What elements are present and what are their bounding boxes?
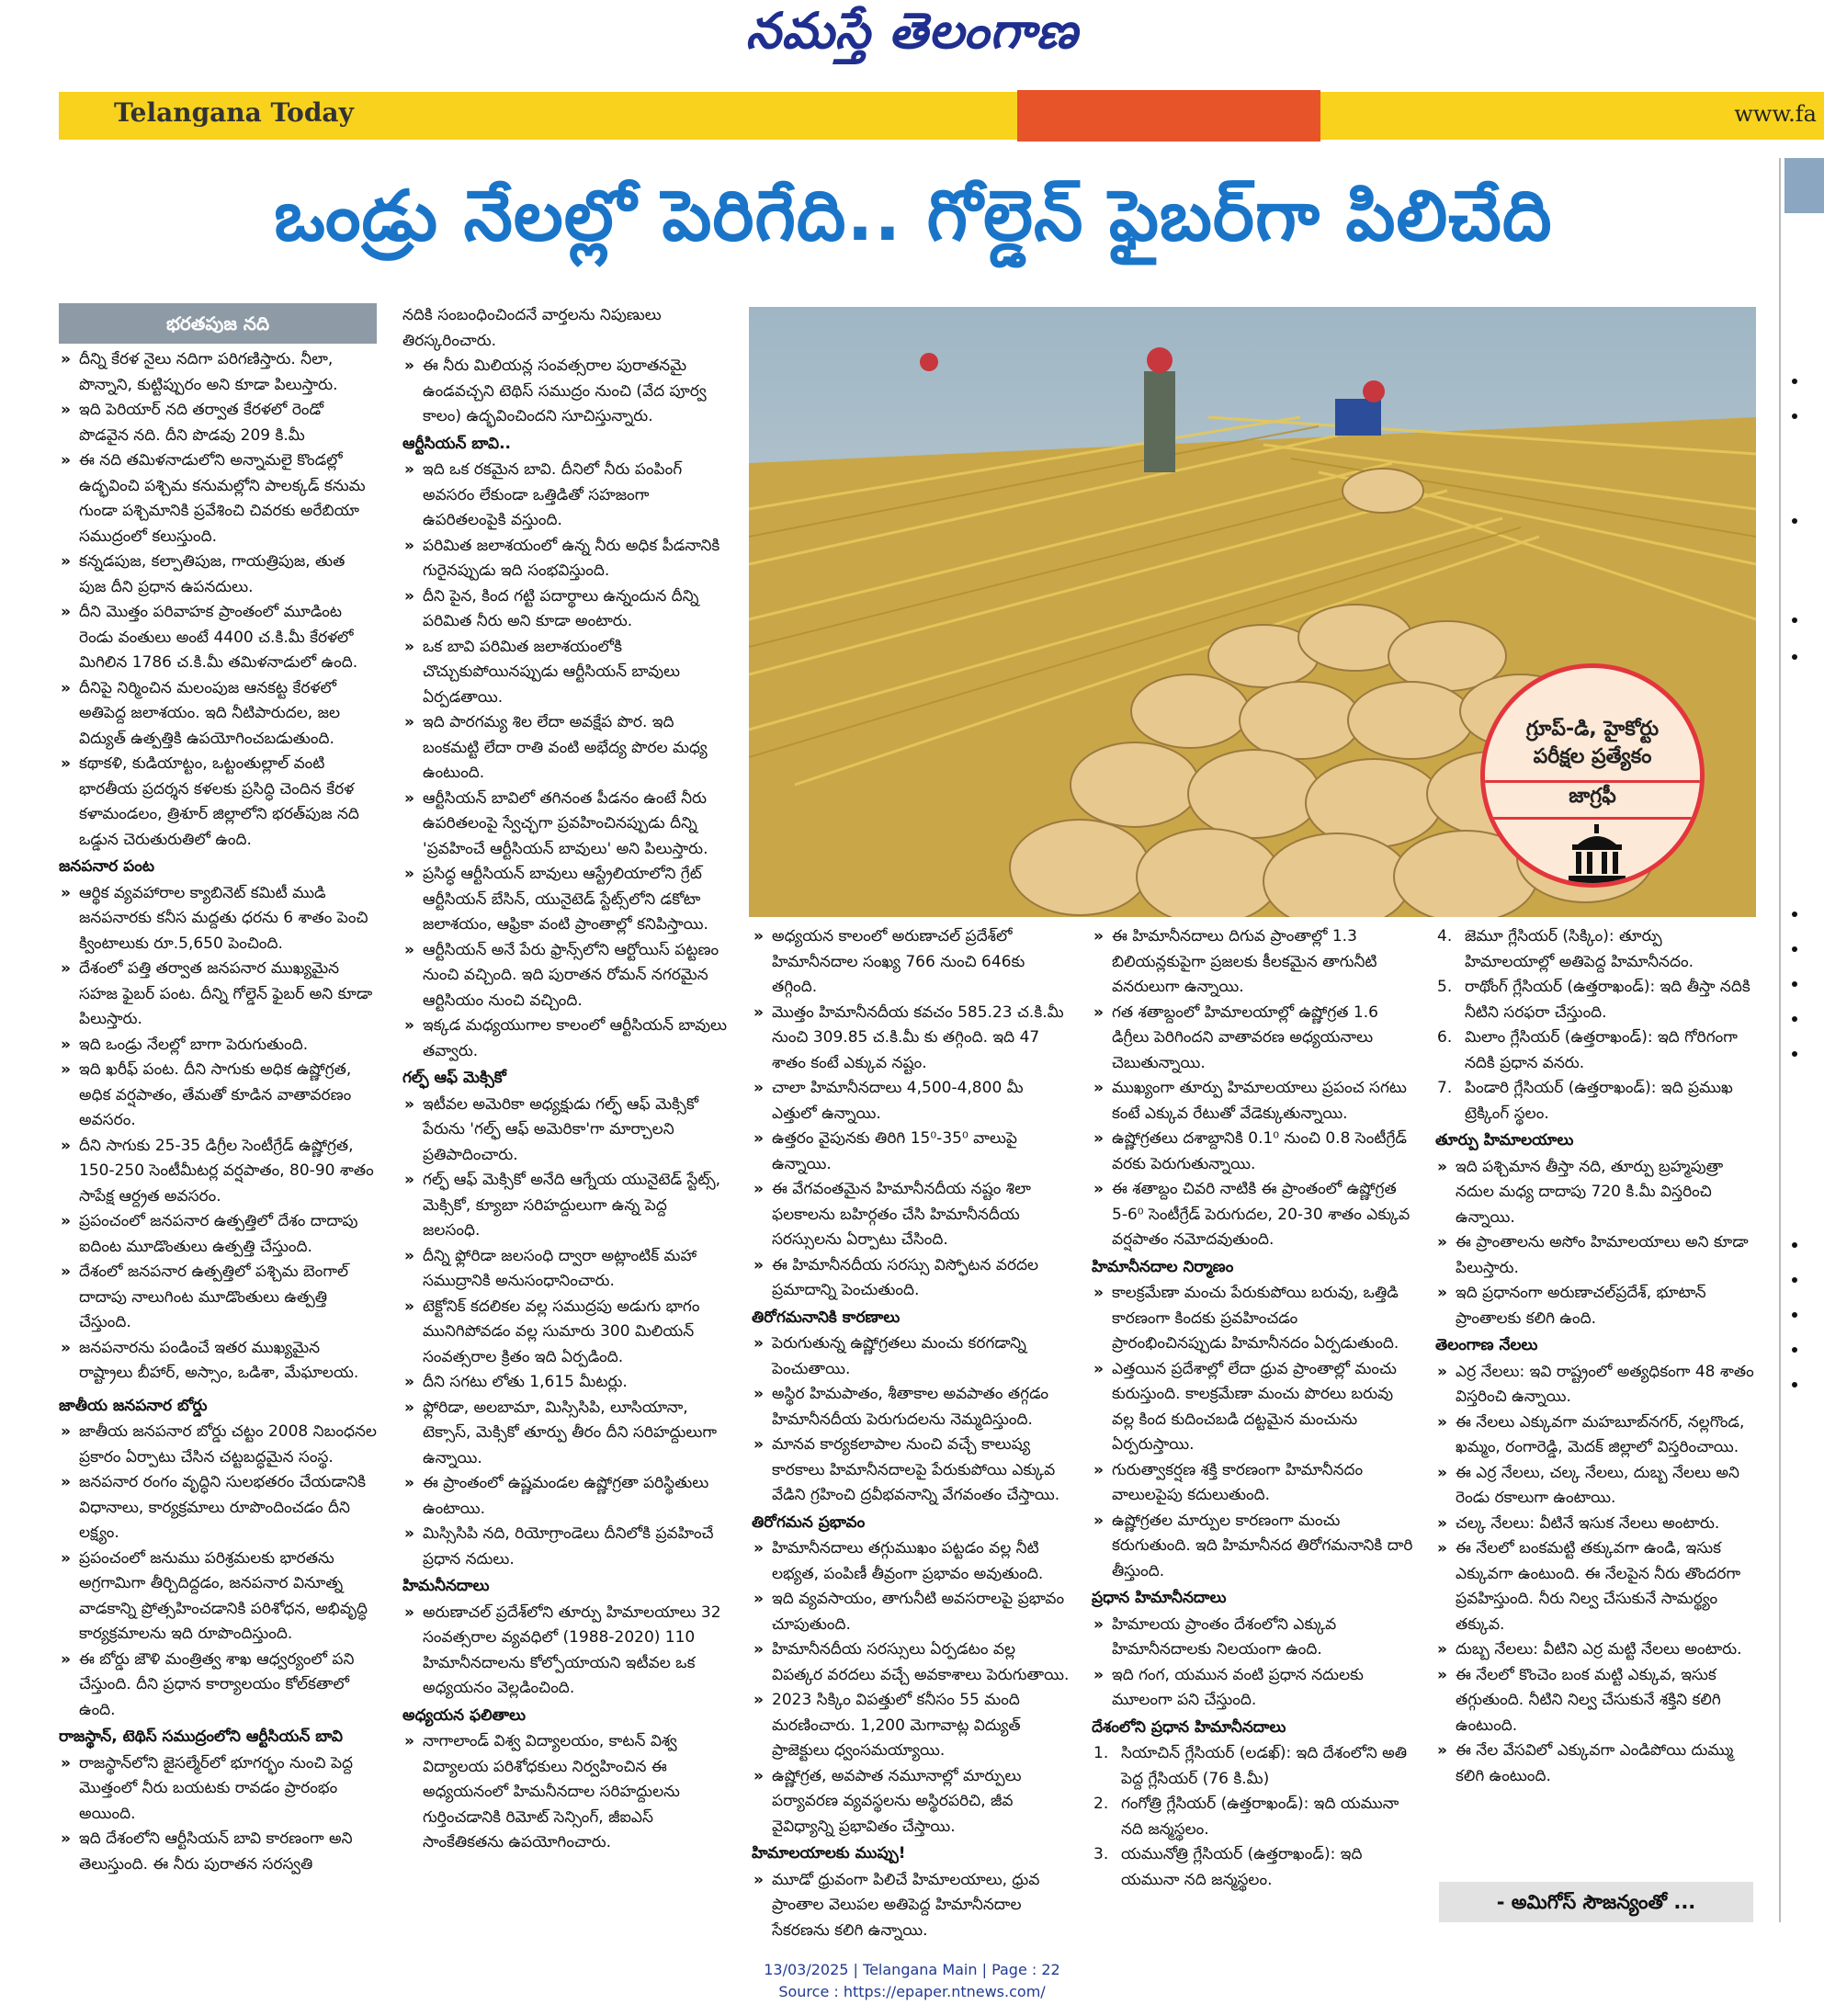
bullet-list: [752, 924, 1070, 1304]
item-text: సియాచిన్ గ్లేసియర్ (లడఖ్): ఇది దేశంలోని అతి పెద్ద గ్లేసియర్ (76 కి.మీ): [1121, 1744, 1408, 1788]
bullet-item: » హిమాలయ ప్రాంతం దేశంలోని ఎక్కువ హిమానీనదాలకు నిలయంగా ఉంది.: [1092, 1613, 1415, 1663]
section-header: భరతపుజ నది: [59, 303, 377, 344]
bullet-item: » ఆర్థిక వ్యవహారాల క్యాబినెట్ కమిటీ ముడి జనపనారకు కనీస మద్దతు ధరను 6 శాతం పెంచి క్వింటాలుకు రూ.5,650 పెంచింది.: [59, 881, 377, 957]
bullet-item: » దీన్ని కేరళ నైలు నదిగా పరిగణిస్తారు. నీలా, పొన్నాని, కుట్టిప్పురం అని కూడా పిలుస్తారు.: [59, 347, 377, 398]
bullet-item: » ఈ ప్రాంతాలను అసోం హిమాలయాలు అని కూడా పిలుస్తారు.: [1435, 1230, 1755, 1281]
item-text: గంగోత్రి గ్లేసియర్ (ఉత్తరాఖండ్): ఇది యమునా నది జన్మస్థలం.: [1121, 1795, 1399, 1839]
subheading: గల్ఫ్ ఆఫ్ మెక్సికో: [402, 1069, 506, 1087]
subheading: అధ్యయన ఫలితాలు: [402, 1705, 527, 1725]
bullet-item: » దీనిపై నిర్మించిన మలంపుజ ఆనకట్ట కేరళలో అతిపెద్ద జలాశయం. ఇది నీటిపారుదల, జల విద్యుత్ ఉత్పత్తికి ఉపయోగించబడుతుంది.: [59, 676, 377, 753]
bullet-item: » ఈ హిమానీనదీయ సరస్సు విస్ఫోటన వరదల ప్రమాదాన్ని పెంచుతుంది.: [752, 1253, 1070, 1304]
bullet-item: » దీని సాగుకు 25-35 డిగ్రీల సెంటీగ్రేడ్ ఉష్ణోగ్రత, 150-250 సెంటీమీటర్ల వర్షపాతం, 80-90 శాతం సాపేక్ష ఆర్ద్రత అవసరం.: [59, 1134, 377, 1210]
bullet-mark: [1792, 1242, 1797, 1248]
bullet-mark: [1792, 518, 1797, 524]
bullet-item: » ఈ నేలలు ఎక్కువగా మహబూబ్‌నగర్, నల్లగొండ, ఖమ్మం, రంగారెడ్డి, మెదక్ జిల్లాలో విస్తరించాయి.: [1435, 1410, 1755, 1461]
bullet-item: » దేశంలో పత్తి తర్వాత జనపనార ముఖ్యమైన సహజ ఫైబర్ పంట. దీన్ని గోల్డెన్ ఫైబర్ అని కూడా పిలుస్తారు.: [59, 957, 377, 1033]
bullet-mark: [1792, 912, 1797, 917]
bullet-item: » కథాకళి, కుడియాట్టం, ఒట్టంతుల్లాల్ వంటి భారతీయ ప్రదర్శన కళలకు ప్రసిద్ధి చెందిన కేరళ కళామండలం, త్రిశూర్ జిల్లాలోని భరత్‌పుజ నది ఒడ్డున చెరుతురుతిలో ఉంది.: [59, 752, 377, 853]
item-text: పిండారి గ్లేసియర్ (ఉత్తరాఖండ్): ఇది ప్రముఖ ట్రెక్కింగ్ స్థలం.: [1465, 1079, 1733, 1123]
bullet-item: » ఆర్టీసియన్ బావిలో తగినంత పీడనం ఉంటే నీరు ఉపరితలంపై స్వేచ్ఛగా ప్రవహించినప్పుడు దీన్ని 'ప్రవహించే ఆర్టీసియన్ బావులు' అని పిలుస్తారు.: [402, 787, 728, 863]
numbered-item: [1092, 1792, 1415, 1842]
bullet-item: » ఈ ప్రాంతంలో ఉష్ణమండల ఉష్ణోగ్రతా పరిస్థితులు ఉంటాయి.: [402, 1471, 728, 1522]
bullet-item: » ప్రసిద్ధ ఆర్టీసియన్ బావులు ఆస్ట్రేలియాలోని గ్రేట్ ఆర్టీసియన్ బేసిన్, యునైటెడ్ స్టేట్స్‌లోని డకోటా జలాశయం, ఆఫ్రికా వంటి ప్రాంతాల్లో కనిపిస్తాయి.: [402, 862, 728, 938]
bullet-item: » హిమానీనదాలు తగ్గుముఖం పట్టడం వల్ల నీటి లభ్యత, పంపిణీ తీవ్రంగా ప్రభావం అవుతుంది.: [752, 1536, 1070, 1587]
bullet-item: » ఉష్ణోగ్రత, అవపాత నమూనాల్లో మార్పులు పర్యావరణ వ్యవస్థలను అస్థిరపరిచి, జీవ వైవిధ్యాన్ని ప్రభావితం చేస్తాయి.: [752, 1764, 1070, 1840]
bullet-list: [1435, 1155, 1755, 1332]
bullet-item: » ఇది పెరియార్ నది తర్వాత కేరళలో రెండో పొడవైన నది. దీని పొడవు 209 కి.మీ: [59, 398, 377, 448]
bullet-item: » ఈ నేల వేసవిలో ఎక్కువగా ఎండిపోయి దుమ్ము కలిగి ఉంటుంది.: [1435, 1739, 1755, 1789]
bullet-list: [59, 1420, 377, 1723]
bullet-item: » ఇది పారగమ్య శిల లేదా అవక్షేప పొర. ఇది బంకమట్టి లేదా రాతి వంటి అభేద్య పొరల మధ్య ఉంటుంది.: [402, 710, 728, 787]
badge-subject: జాగ్రఫీ: [1569, 785, 1616, 808]
adjacent-page-image: [1784, 158, 1824, 213]
numbered-item: [1435, 924, 1755, 975]
bullet-item: » ఈ ఎర్ర నేలలు, చల్క నేలలు, దుబ్బ నేలలు అని రెండు రకాలుగా ఉంటాయి.: [1435, 1461, 1755, 1512]
subheading: తిరోగమనానికి కారణాలు: [752, 1308, 901, 1327]
bullet-item: » దేశంలో జనపనార ఉత్పత్తిలో పశ్చిమ బెంగాల్ దాదాపు నాలుగింట మూడొంతులు ఉత్పత్తి చేస్తుంది.: [59, 1260, 377, 1336]
bullet-item: » ఇది దేశంలోని ఆర్టీసియన్ బావి కారణంగా అని తెలుస్తుంది. ఈ నీరు పురాతన సరస్వతి: [59, 1827, 377, 1877]
bullet-item: » ఇది పశ్చిమాన తీస్తా నది, తూర్పు బ్రహ్మపుత్రా నదుల మధ్య దాదాపు 720 కి.మీ విస్తరించి ఉన్నాయి.: [1435, 1155, 1755, 1231]
subheading: తూర్పు హిమాలయాలు: [1435, 1131, 1574, 1150]
subheading: రాజస్థాన్, టెథిస్ సముద్రంలోని ఆర్టీసియన్ బావి: [59, 1727, 343, 1746]
bullet-item: » ఉత్తరం వైపునకు తిరిగి 15⁰-35⁰ వాలుపై ఉన్నాయి.: [752, 1127, 1070, 1177]
bullet-item: » జనపనార రంగం వృద్ధిని సులభతరం చేయడానికి విధానాలు, కార్యక్రమాలు రూపొందించడం దీని లక్ష్యం.: [59, 1470, 377, 1546]
column-1: [59, 303, 377, 1877]
bullet-item: » ఇది ప్రధానంగా అరుణాచల్‌ప్రదేశ్, భూటాన్ ప్రాంతాలకు కలిగి ఉంది.: [1435, 1281, 1755, 1331]
bullet-item: » పరిమిత జలాశయంలో ఉన్న నీరు అధిక పీడనానికి గురైనప్పుడు ఇది సంభవిస్తుంది.: [402, 534, 728, 584]
bullet-item: » గురుత్వాకర్షణ శక్తి కారణంగా హిమానీనదం వాలులపైపు కదులుతుంది.: [1092, 1458, 1415, 1509]
subheading: జాతీయ జనపనార బోర్డు: [59, 1396, 208, 1415]
bullet-item: » ఈ శతాబ్దం చివరి నాటికి ఈ ప్రాంతంలో ఉష్ణోగ్రత 5-6⁰ సెంటీగ్రేడ్ పెరుగుదల, 20-30 శాతం ఎక్కువ వర్షపాతం నమోదవుతుంది.: [1092, 1177, 1415, 1253]
bullet-item: » ఈ వేగవంతమైన హిమానీనదీయ నష్టం శిలా ఫలకాలను బహిర్గతం చేసి హిమానీనదీయ సరస్సులను ఏర్పాటు చేసింది.: [752, 1177, 1070, 1253]
exam-special-badge: [1480, 663, 1705, 888]
numbered-list: [1435, 924, 1755, 1127]
numbered-item: [1435, 975, 1755, 1025]
adjacent-page-edge: [1779, 158, 1824, 1922]
subheading: ప్రధాన హిమానీనదాలు: [1092, 1589, 1227, 1607]
numbered-item: [1092, 1842, 1415, 1893]
bullet-item: » ఈ నది తమిళనాడులోని అన్నామలై కొండల్లో ఉద్భవించి పశ్చిమ కనుమల్లోని పాలక్కడ్ కనుమ గుండా పశ్చిమానికి ప్రవేశించి చివరకు అరేబియా సముద్రంలో కలుస్తుంది.: [59, 448, 377, 549]
bullet-list: [402, 458, 728, 1064]
bullet-list: [402, 1093, 728, 1573]
bullet-item: » జాతీయ జనపనార బోర్డు చట్టం 2008 నిబంధనల ప్రకారం ఏర్పాటు చేసిన చట్టబద్ధమైన సంస్థ.: [59, 1420, 377, 1470]
column-2: [402, 303, 728, 1856]
subheading: దేశంలోని ప్రధాన హిమానీనదాలు: [1092, 1717, 1286, 1737]
bullet-item: » రాజస్థాన్‌లోని జైసల్మేర్‌లో భూగర్భం నుంచి పెద్ద మొత్తంలో నీరు బయటకు రావడం ప్రారంభం అయింది.: [59, 1751, 377, 1828]
bullet-list: [1092, 1281, 1415, 1584]
bullet-item: » దీని సగటు లోతు 1,615 మీటర్లు.: [402, 1370, 728, 1396]
bullet-item: » ఇది గంగ, యమున వంటి ప్రధాన నదులకు మూలంగా పని చేస్తుంది.: [1092, 1663, 1415, 1714]
bullet-item: » ఎర్ర నేలలు: ఇవి రాష్ట్రంలో అత్యధికంగా 48 శాతం విస్తరించి ఉన్నాయి.: [1435, 1360, 1755, 1410]
item-number: 5.: [1437, 978, 1453, 996]
bullet-item: » దుబ్బ నేలలు: వీటిని ఎర్ర మట్టి నేలలు అంటారు.: [1435, 1637, 1755, 1663]
bullet-mark: [1792, 413, 1797, 419]
item-text: మిలాం గ్లేసియర్ (ఉత్తరాఖండ్): ఇది గోరిగంగా నదికి ప్రధాన వనరు.: [1465, 1028, 1738, 1072]
bullet-item: » మొత్తం హిమానీనదీయ కవచం 585.23 చ.కి.మీ నుంచి 309.85 చ.కి.మీ కు తగ్గింది. ఇది 47 శాతం కంటే ఎక్కువ నష్టం.: [752, 1001, 1070, 1077]
bullet-mark: [1792, 1051, 1797, 1057]
bullet-item: » ముఖ్యంగా తూర్పు హిమాలయాలు ప్రపంచ సగటు కంటే ఎక్కువ రేటుతో వేడెక్కుతున్నాయి.: [1092, 1076, 1415, 1127]
bullet-item: » ఫ్లోరిడా, అలబామా, మిస్సిసిపి, లూసియానా, టెక్సాస్, మెక్సికో తూర్పు తీరం దీని సరిహద్దులుగా ఉన్నాయి.: [402, 1396, 728, 1472]
item-text: రాథోంగ్ గ్లేసియర్ (ఉత్తరాఖండ్): ఇది తీస్తా నదికి నీటిని సరఫరా చేస్తుంది.: [1465, 978, 1750, 1022]
badge-line-2: పరీక్షల ప్రత్యేకం: [1533, 745, 1652, 768]
subheading: జనపనార పంట: [59, 857, 154, 876]
bullet-item: » ఈ నేలలో బంకమట్టి తక్కువగా ఉండి, ఇసుక ఎక్కువగా ఉంటుంది. ఈ నేలపైన నీరు తొందరగా ప్రవహిస్తుంది. నీరు నిల్వ చేసుకునే సామర్థ్యం తక్కువ.: [1435, 1536, 1755, 1637]
item-number: 4.: [1437, 927, 1453, 946]
bullet-item: » ఈ బోర్డు జౌళి మంత్రిత్వ శాఖ ఆధ్వర్యంలో పని చేస్తుంది. దీని ప్రధాన కార్యాలయం కోల్‌కతాలో ఉంది.: [59, 1648, 377, 1724]
column-3: [752, 924, 1070, 1943]
numbered-item: [1435, 1025, 1755, 1076]
bullet-item: » చాలా హిమానీనదాలు 4,500-4,800 మీ ఎత్తులో ఉన్నాయి.: [752, 1076, 1070, 1127]
bullet-item: » మానవ కార్యకలాపాల నుంచి వచ్చే కాలుష్య కారకాలు హిమానీనదాలపై పేరుకుపోయి ఎక్కువ వేడిని గ్రహించి ద్రవీభవనాన్ని వేగవంతం చేస్తాయి.: [752, 1433, 1070, 1509]
masthead: [0, 0, 1824, 74]
bullet-mark: [1792, 1277, 1797, 1283]
numbered-list: [1092, 1741, 1415, 1893]
bullet-item: » ఇది వ్యవసాయం, తాగునీటి అవసరాలపై ప్రభావం చూపుతుంది.: [752, 1587, 1070, 1637]
bullet-list: [59, 881, 377, 1387]
bullet-mark: [1792, 379, 1797, 384]
bullet-mark: [1792, 946, 1797, 952]
bullet-item: » ఈ నీరు మిలియన్ల సంవత్సరాల పురాతనమై ఉండవచ్చని టెథిస్ సముద్రం నుంచి (వేద పూర్వ కాలం) ఉద్భవించిందని సూచిస్తున్నారు.: [402, 354, 728, 430]
item-number: 6.: [1437, 1028, 1453, 1047]
bullet-list: [752, 1331, 1070, 1509]
bullet-mark: [1792, 654, 1797, 660]
bullet-list: [402, 1729, 728, 1856]
bullet-item: » మూడో ధ్రువంగా పిలిచే హిమాలయాలు, ధ్రువ ప్రాంతాల వెలుపల అతిపెద్ద హిమానీనదాల సేకరణను కలిగి ఉన్నాయి.: [752, 1868, 1070, 1944]
headline: ఒండ్రు నేలల్లో పెరిగేది.. గోల్డెన్ ఫైబర్‌గా పిలిచేది: [274, 175, 1553, 256]
bullet-item: » గల్ఫ్ ఆఫ్ మెక్సికో అనేది ఆగ్నేయ యునైటెడ్ స్టేట్స్, మెక్సికో, క్యూబా సరిహద్దులుగా ఉన్న పెద్ద జలసంధి.: [402, 1168, 728, 1244]
bullet-item: » పెరుగుతున్న ఉష్ణోగ్రతలు మంచు కరగడాన్ని పెంచుతాయి.: [752, 1331, 1070, 1382]
item-number: 7.: [1437, 1079, 1453, 1097]
bullet-item: » ఉష్ణోగ్రతలు దశాబ్దానికి 0.1⁰ నుంచి 0.8 సెంటీగ్రేడ్ వరకు పెరుగుతున్నాయి.: [1092, 1127, 1415, 1177]
badge-divider: [1485, 780, 1700, 783]
bullet-item: » చల్క నేలలు: వీటినే ఇసుక నేలలు అంటారు.: [1435, 1512, 1755, 1537]
bullet-item: » టెక్టోనిక్ కదలికల వల్ల సముద్రపు అడుగు భాగం మునిగిపోవడం వల్ల సుమారు 300 మిలియన్ సంవత్సరాల క్రితం ఇది ఏర్పడింది.: [402, 1295, 728, 1371]
bullet-item: » ప్రపంచంలో జనుము పరిశ్రమలకు భారతను అగ్రగామిగా తీర్చిదిద్దడం, జనపనార వినూత్న వాడకాన్ని ప్రోత్సహించడానికి పరిశోధన, అభివృద్ధి కార్యక్రమాలను ఇది రూపొందిస్తుంది.: [59, 1546, 377, 1648]
credit-line: - అమిగోస్ సౌజన్యంతో ...: [1439, 1882, 1753, 1922]
bullet-item: » ఆర్టీసియన్ అనే పేరు ఫ్రాన్స్‌లోని ఆర్టోయిస్ పట్టణం నుంచి వచ్చింది. ఇది పురాతన రోమన్ నగరమైన ఆర్టిసియం నుంచి వచ్చింది.: [402, 938, 728, 1014]
bullet-item: » హిమానీనదీయ సరస్సులు ఏర్పడటం వల్ల విపత్కర వరదలు వచ్చే అవకాశాలు పెరుగుతాయి.: [752, 1637, 1070, 1688]
bullet-item: » 2023 సిక్కిం విపత్తులో కనీసం 55 మంది మరణించారు. 1,200 మెగావాట్ల విద్యుత్ ప్రాజెక్టులు ధ్వంసమయ్యాయి.: [752, 1688, 1070, 1764]
item-number: 1.: [1093, 1744, 1109, 1762]
bullet-item: » దీన్ని ఫ్లోరిడా జలసంధి ద్వారా అట్లాంటిక్ మహా సముద్రానికి అనుసంధానించారు.: [402, 1244, 728, 1295]
footer-date-line: 13/03/2025 | Telangana Main | Page : 22: [764, 1961, 1060, 1978]
item-number: 2.: [1093, 1795, 1109, 1813]
subheading: హిమానీనదాల నిర్మాణం: [1092, 1257, 1234, 1276]
bullet-item: » ప్రపంచంలో జనపనార ఉత్పత్తిలో దేశం దాదాపు ఐదింట మూడొంతులు ఉత్పత్తి చేస్తుంది.: [59, 1209, 377, 1260]
bullet-list: [402, 1601, 728, 1702]
bullet-item: » ఇటీవల అమెరికా అధ్యక్షుడు గల్ఫ్ ఆఫ్ మెక్సికో పేరును 'గల్ఫ్ ఆఫ్ అమెరికా'గా మార్చాలని ప్రతిపాదించారు.: [402, 1093, 728, 1169]
bullet-item: » జనపనారను పండించే ఇతర ముఖ్యమైన రాష్ట్రాలు బీహార్, అస్సాం, ఒడిశా, మేఘాలయ.: [59, 1336, 377, 1387]
bullet-mark: [1792, 617, 1797, 623]
bullet-list: [752, 1536, 1070, 1840]
bullet-item: » కన్నడపుజ, కల్పాతిపుజ, గాయత్రిపుజ, తుత పుజ దీని ప్రధాన ఉపనదులు.: [59, 549, 377, 600]
bullet-item: » దీని పైన, కింద గట్టి పదార్థాలు ఉన్నందున దీన్ని పరిమిత నీరు అని కూడా అంటారు.: [402, 584, 728, 635]
bullet-item: » ఇది ఒక రకమైన బావి. దీనిలో నీరు పంపింగ్ అవసరం లేకుండా ఒత్తిడితో సహజంగా ఉపరితలంపైకి వస్తుంది.: [402, 458, 728, 534]
item-text: జెమూ గ్లేసియర్ (సిక్కిం): తూర్పు హిమాలయాల్లో అతిపెద్ద హిమానీనదం.: [1465, 927, 1694, 971]
numbered-item: [1092, 1741, 1415, 1792]
item-number: 3.: [1093, 1845, 1109, 1863]
page-footer: [0, 1959, 1824, 2003]
column-5: [1435, 924, 1755, 1789]
bullet-item: » గత శతాబ్దంలో హిమాలయాల్లో ఉష్ణోగ్రత 1.6 డిగ్రీలు పెరిగిందని వాతావరణ అధ్యయనాలు చెబుతున్నాయి.: [1092, 1001, 1415, 1077]
bullet-item: » అధ్యయన కాలంలో అరుణాచల్ ప్రదేశ్‌లో హిమానీనదాల సంఖ్య 766 నుంచి 646కు తగ్గింది.: [752, 924, 1070, 1001]
subheading: తెలంగాణ నేలలు: [1435, 1336, 1538, 1354]
bullet-list: [59, 1751, 377, 1878]
bullet-item: » దీని మొత్తం పరివాహక ప్రాంతంలో మూడింట రెండు వంతులు అంటే 4400 చ.కి.మీ కేరళలో మిగిలిన 1786 చ.కి.మీ తమిళనాడులో ఉంది.: [59, 600, 377, 676]
footer-source-line: Source : https://epaper.ntnews.com/: [778, 1983, 1046, 2000]
badge-divider: [1485, 817, 1700, 820]
building-icon: [1565, 824, 1629, 885]
bullet-item: » ఇది ఒండ్రు నేలల్లో బాగా పెరుగుతుంది.: [59, 1033, 377, 1059]
numbered-item: [1435, 1076, 1755, 1127]
subheading: హిమాలయాలకు ముప్పు!: [752, 1844, 906, 1863]
bullet-list: [1435, 1360, 1755, 1790]
bullet-list: [1092, 1613, 1415, 1714]
bullet-mark: [1792, 1347, 1797, 1353]
bullet-item: » ఉష్ణోగ్రతల మార్పుల కారణంగా మంచు కరుగుతుంది. ఇది హిమానీనద తిరోగమనానికి దారి తీస్తుంది.: [1092, 1509, 1415, 1585]
paragraph: నదికి సంబంధించిందనే వార్తలను నిపుణులు తిరస్కరించారు.: [402, 306, 662, 350]
column-4: [1092, 924, 1415, 1893]
bullet-mark: [1792, 1016, 1797, 1022]
bullet-item: » అస్థిర హిమపాతం, శీతాకాల అవపాతం తగ్గడం హిమానీనదీయ పెరుగుదలను నెమ్మదిస్తుంది.: [752, 1382, 1070, 1433]
bullet-item: » ఎత్తయిన ప్రదేశాల్లో లేదా ధ్రువ ప్రాంతాల్లో మంచు కురుస్తుంది. కాలక్రమేణా మంచు పొరలు బరువు వల్ల కింద కుదించబడి దట్టమైన మంచును ఏర్పరుస్తాయి.: [1092, 1357, 1415, 1458]
bullet-list: [1092, 924, 1415, 1253]
badge-line-1: గ్రూప్-డి, హైకోర్టు: [1525, 718, 1660, 741]
bullet-item: » ఇది ఖరీఫ్ పంట. దీని సాగుకు అధిక ఉష్ణోగ్రత, అధిక వర్షపాతం, తేమతో కూడిన వాతావరణం అవసరం.: [59, 1058, 377, 1134]
bullet-item: » నాగాలాండ్ విశ్వ విద్యాలయం, కాటన్ విశ్వ విద్యాలయ పరిశోధకులు నిర్వహించిన ఈ అధ్యయనంలో హిమనీనదాల సరిహద్దులను గుర్తించడానికి రిమోట్ సెన్సింగ్, జీఐఎస్ సాంకేతికతను ఉపయోగించారు.: [402, 1729, 728, 1856]
banner-center-logo: [1017, 90, 1320, 142]
subheading: తిరోగమన ప్రభావం: [752, 1512, 866, 1532]
bullet-list: [59, 347, 377, 853]
badge-title: [1485, 668, 1700, 776]
bullet-list: [752, 1868, 1070, 1944]
masthead-title: నమస్తే తెలంగాణ: [745, 1, 1079, 60]
subheading: ఆర్టీసియన్ బావి..: [402, 434, 511, 453]
bullet-list: [402, 354, 728, 430]
bullet-item: » ఈ హిమానీనదాలు దిగువ ప్రాంతాల్లో 1.3 బిలియన్లకుపైగా ప్రజలకు కీలకమైన తాగునీటి వనరులుగా ఉన్నాయి.: [1092, 924, 1415, 1001]
banner-right-url: www.fa: [1734, 101, 1817, 127]
section-banner: [59, 92, 1824, 140]
bullet-item: » మిస్సిసిపి నది, రియోగ్రాండెలు దీనిలోకి ప్రవహించే ప్రధాన నదులు.: [402, 1522, 728, 1572]
bullet-mark: [1792, 1382, 1797, 1387]
bullet-mark: [1792, 981, 1797, 987]
subheading: హిమనీనదాలు: [402, 1577, 490, 1595]
bullet-item: » ఈ నేలలో కొంచెం బంక మట్టి ఎక్కువ, ఇసుక తగ్గుతుంది. నీటిని నిల్వ చేసుకునే శక్తిని కలిగి ఉంటుంది.: [1435, 1663, 1755, 1739]
bullet-item: » ఇక్కడ మధ్యయుగాల కాలంలో ఆర్టీసియన్ బావులు తవ్వారు.: [402, 1014, 728, 1064]
bullet-item: » ఒక బావి పరిమిత జలాశయంలోకి చొచ్చుకుపోయినప్పుడు ఆర్టీసియన్ బావులు ఏర్పడతాయి.: [402, 635, 728, 711]
bullet-mark: [1792, 1312, 1797, 1318]
banner-left-logo: Telangana Today: [114, 97, 354, 128]
bullet-item: » కాలక్రమేణా మంచు పేరుకుపోయి బరువు, ఒత్తిడి కారణంగా కిందకు ప్రవహించడం ప్రారంభించినప్పుడు హిమానీనదం ఏర్పడుతుంది.: [1092, 1281, 1415, 1357]
item-text: యమునోత్రి గ్లేసియర్ (ఉత్తరాఖండ్): ఇది యమునా నది జన్మస్థలం.: [1121, 1845, 1363, 1889]
bullet-item: » అరుణాచల్ ప్రదేశ్‌లోని తూర్పు హిమాలయాలు 32 సంవత్సరాల వ్యవధిలో (1988-2020) 110 హిమానీనదాలను కోల్పోయాయని ఇటీవల ఒక అధ్యయనం వెల్లడించింది.: [402, 1601, 728, 1702]
